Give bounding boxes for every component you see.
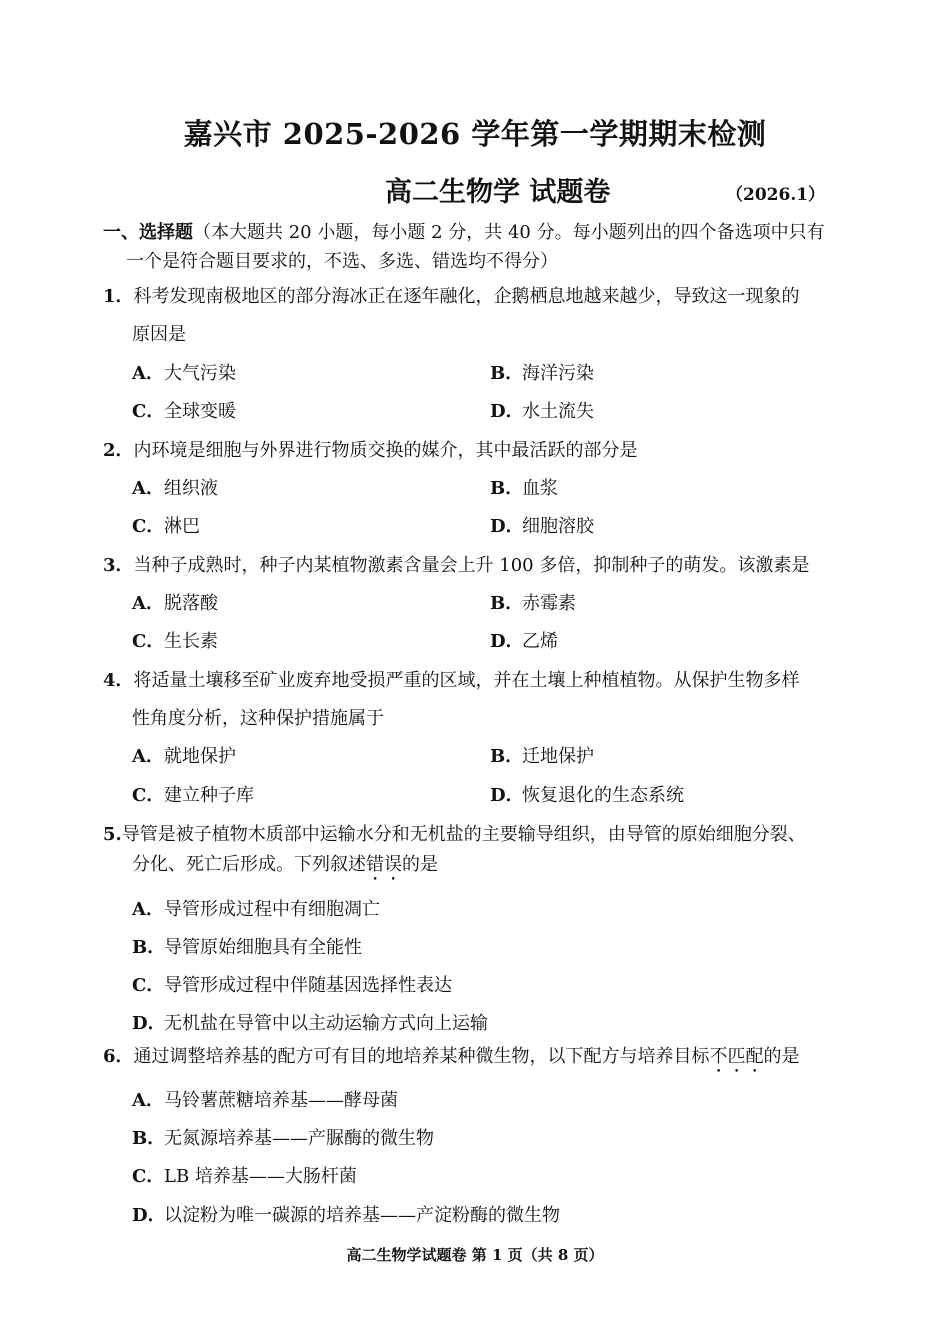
question-3-option-c: [132, 631, 218, 653]
option-text: 淋巴: [164, 516, 200, 537]
option-label: D．: [490, 631, 524, 652]
question-1-stem-cont: 原因是: [132, 324, 186, 345]
option-label: C．: [132, 1166, 165, 1187]
question-number: 2．: [103, 440, 134, 461]
option-label: B．: [490, 593, 524, 614]
option-label: B．: [132, 1128, 166, 1149]
option-label: A．: [132, 363, 164, 384]
option-text: 血浆: [522, 478, 558, 499]
question-text: 导管是被子植物木质部中运输水分和无机盐的主要输导组织，由导管的原始细胞分裂、: [121, 824, 806, 845]
question-5-option-d: [132, 1013, 488, 1035]
question-number: 3．: [103, 555, 134, 576]
question-3-option-b: [490, 593, 576, 615]
exam-title: 嘉兴市 2025-2026 学年第一学期期末检测: [183, 117, 767, 151]
question-text: 的是: [402, 854, 438, 875]
question-3-option-d: [490, 631, 558, 653]
option-text: 乙烯: [522, 631, 558, 652]
option-text: 生长素: [164, 631, 218, 652]
option-label: C．: [132, 975, 165, 996]
question-6-stem: [103, 1046, 800, 1077]
question-text: 科考发现南极地区的部分海冰正在逐年融化，企鹅栖息地越来越少，导致这一现象的: [133, 286, 800, 307]
question-2-option-d: [490, 516, 594, 538]
option-text: 全球变暖: [164, 401, 236, 422]
option-text: 大气污染: [164, 363, 236, 384]
option-label: C．: [132, 631, 165, 652]
question-1-option-b: [490, 363, 594, 385]
question-4-option-a: [132, 746, 236, 768]
question-text: 将适量土壤移至矿业废弃地受损严重的区域，并在土壤上种植植物。从保护生物多样: [133, 670, 800, 691]
section-note-line2: 一个是符合题目要求的，不选、多选、错选均不得分）: [126, 251, 558, 272]
option-label: D．: [490, 785, 524, 806]
option-text: 赤霉素: [522, 593, 576, 614]
question-3-option-a: [132, 593, 218, 615]
section-title: 一、选择题: [103, 222, 193, 243]
question-number: 4．: [103, 670, 134, 691]
question-1-option-d: [490, 401, 594, 423]
question-2-stem: [103, 440, 638, 462]
option-label: A．: [132, 1090, 164, 1111]
option-text: 海洋污染: [522, 363, 594, 384]
option-text: 就地保护: [164, 746, 236, 767]
option-label: B．: [490, 746, 524, 767]
option-label: D．: [490, 401, 524, 422]
option-label: B．: [490, 363, 524, 384]
exam-subtitle: 高二生物学 试题卷: [385, 177, 611, 208]
question-5-stem-cont: [132, 854, 438, 885]
option-label: B．: [490, 478, 524, 499]
option-text: 水土流失: [522, 401, 594, 422]
option-text: 建立种子库: [164, 785, 254, 806]
option-text: 马铃薯蔗糖培养基——酵母菌: [164, 1090, 398, 1111]
question-1-option-c: [132, 401, 236, 423]
option-text: 脱落酸: [164, 593, 218, 614]
question-text: 分化、死亡后形成。下列叙述: [132, 854, 366, 875]
option-text: 无机盐在导管中以主动运输方式向上运输: [164, 1013, 488, 1034]
option-text: 组织液: [164, 478, 218, 499]
emphasis-word: 不匹配: [709, 1046, 764, 1067]
question-1-stem: [103, 286, 800, 308]
question-5-option-b: [132, 937, 362, 959]
question-text: 通过调整培养基的配方可有目的地培养某种微生物，以下配方与培养目标: [133, 1046, 710, 1067]
question-4-stem: [103, 670, 800, 692]
option-label: D．: [132, 1013, 166, 1034]
option-text: 细胞溶胶: [522, 516, 594, 537]
option-label: D．: [132, 1205, 166, 1226]
question-number: 6．: [103, 1046, 134, 1067]
question-number: 5.: [103, 824, 122, 845]
option-label: C．: [132, 785, 165, 806]
option-label: C．: [132, 516, 165, 537]
question-1-option-a: [132, 363, 236, 385]
option-text: 导管原始细胞具有全能性: [164, 937, 362, 958]
option-label: C．: [132, 401, 165, 422]
option-label: D．: [490, 516, 524, 537]
page-footer: 高二生物学试题卷 第 1 页（共 8 页）: [346, 1246, 604, 1264]
section-note-line1: （本大题共 20 小题，每小题 2 分，共 40 分。每小题列出的四个备选项中只有: [193, 222, 825, 243]
question-6-option-d: [132, 1205, 560, 1227]
question-6-option-a: [132, 1090, 398, 1112]
question-2-option-a: [132, 478, 218, 500]
option-label: A．: [132, 593, 164, 614]
question-5-option-a: [132, 899, 380, 921]
exam-date: （2026.1）: [726, 185, 826, 205]
option-text: 迁地保护: [522, 746, 594, 767]
option-label: A．: [132, 746, 164, 767]
question-6-option-b: [132, 1128, 434, 1150]
question-3-stem: [103, 555, 809, 577]
question-5-stem: [103, 824, 806, 846]
question-text: 的是: [763, 1046, 800, 1067]
option-text: LB 培养基——大肠杆菌: [164, 1166, 357, 1187]
option-label: B．: [132, 937, 166, 958]
option-label: A．: [132, 899, 164, 920]
option-text: 恢复退化的生态系统: [522, 785, 684, 806]
question-4-option-c: [132, 785, 254, 807]
section-heading: [103, 218, 863, 276]
question-2-option-c: [132, 516, 200, 538]
option-text: 导管形成过程中伴随基因选择性表达: [164, 975, 452, 996]
question-5-option-c: [132, 975, 452, 997]
option-label: A．: [132, 478, 164, 499]
question-4-stem-cont: 性角度分析，这种保护措施属于: [132, 708, 384, 729]
option-text: 无氮源培养基——产脲酶的微生物: [164, 1128, 434, 1149]
question-text: 内环境是细胞与外界进行物质交换的媒介，其中最活跃的部分是: [133, 440, 638, 461]
question-4-option-d: [490, 785, 684, 807]
question-text: 当种子成熟时，种子内某植物激素含量会上升 100 多倍，抑制种子的萌发。该激素是: [133, 555, 810, 576]
question-6-option-c: [132, 1166, 357, 1188]
question-2-option-b: [490, 478, 558, 500]
option-text: 导管形成过程中有细胞凋亡: [164, 899, 380, 920]
question-number: 1．: [103, 286, 134, 307]
option-text: 以淀粉为唯一碳源的培养基——产淀粉酶的微生物: [164, 1205, 560, 1226]
emphasis-word: 错误: [366, 854, 402, 875]
question-4-option-b: [490, 746, 594, 768]
